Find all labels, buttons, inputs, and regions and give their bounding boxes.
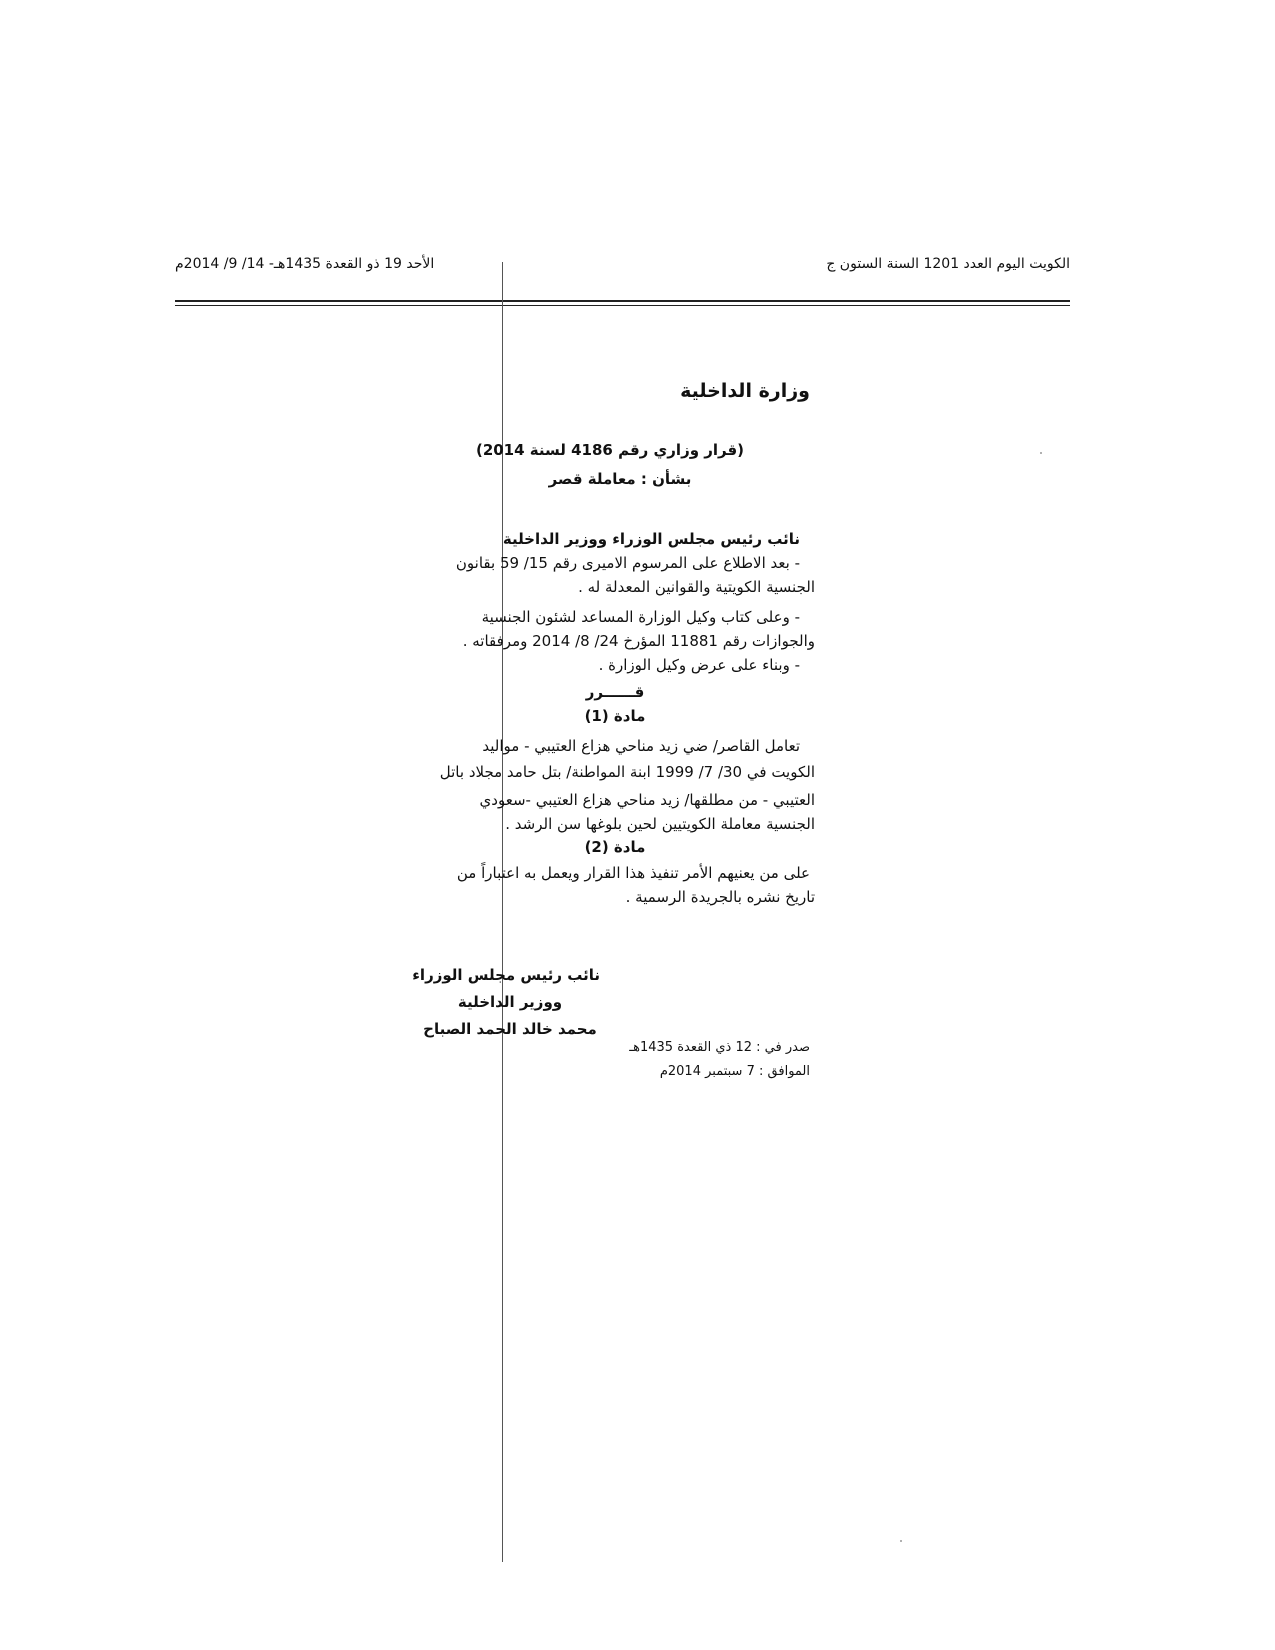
preamble-line-3: - وعلى كتاب وكيل الوزارة المساعد لشئون الجنسية bbox=[481, 608, 800, 626]
gazette-header-date: الأحد 19 ذو القعدة 1435هـ- 14/ 9/ 2014م bbox=[175, 256, 435, 272]
signature-title-1: نائب رئيس مجلس الوزراء bbox=[412, 966, 600, 984]
article-1-line-2: الكويت في 30/ 7/ 1999 ابنة المواطنة/ بتل حامد مجلاد باتل bbox=[439, 763, 815, 781]
article-1-line-1: تعامل القاصر/ ضي زيد مناحي هزاع العتيبي - مواليد bbox=[482, 737, 800, 755]
preamble-line-5: - وبناء على عرض وكيل الوزارة . bbox=[598, 656, 800, 674]
preamble-line-4: والجوازات رقم 11881 المؤرخ 24/ 8/ 2014 ومرفقاته . bbox=[462, 632, 815, 650]
header-rule-bottom bbox=[175, 305, 1070, 306]
article-2-line-1: على من يعنيهم الأمر تنفيذ هذا القرار ويعمل به اعتباراً من bbox=[456, 864, 810, 882]
signature-name: محمد خالد الحمد الصباح bbox=[423, 1020, 597, 1038]
article-2-line-2: تاريخ نشره بالجريدة الرسمية . bbox=[625, 888, 815, 906]
decides-heading: قــــــرر bbox=[585, 683, 645, 701]
preamble-line-2: الجنسية الكويتية والقوانين المعدلة له . bbox=[578, 578, 815, 596]
gazette-header-issue: الكويت اليوم العدد 1201 السنة الستون ج bbox=[826, 256, 1070, 272]
preamble-line-1: - بعد الاطلاع على المرسوم الاميرى رقم 15/ 59 بقانون bbox=[455, 554, 800, 572]
ministry-name: وزارة الداخلية bbox=[680, 380, 810, 402]
decree-issuer: نائب رئيس مجلس الوزراء ووزير الداخلية bbox=[502, 530, 800, 548]
article-1-heading: مادة (1) bbox=[584, 707, 646, 725]
scan-speck bbox=[900, 1540, 902, 1542]
decree-subject: بشأن : معاملة قصر bbox=[548, 470, 692, 488]
issued-hijri-date: صدر في : 12 ذي القعدة 1435هـ bbox=[629, 1040, 810, 1055]
header-rule-top bbox=[175, 300, 1070, 302]
article-1-line-4: الجنسية معاملة الكويتيين لحين بلوغها سن الرشد . bbox=[505, 815, 815, 833]
article-2-heading: مادة (2) bbox=[584, 838, 646, 856]
article-1-line-3: العتيبي - من مطلقها/ زيد مناحي هزاع العتيبي -سعودي bbox=[479, 791, 815, 809]
signature-title-2: ووزير الداخلية bbox=[457, 993, 563, 1011]
scan-speck bbox=[1040, 452, 1042, 454]
decree-title: (قرار وزاري رقم 4186 لسنة 2014) bbox=[475, 441, 745, 459]
issued-gregorian-date: الموافق : 7 سبتمبر 2014م bbox=[659, 1064, 810, 1079]
